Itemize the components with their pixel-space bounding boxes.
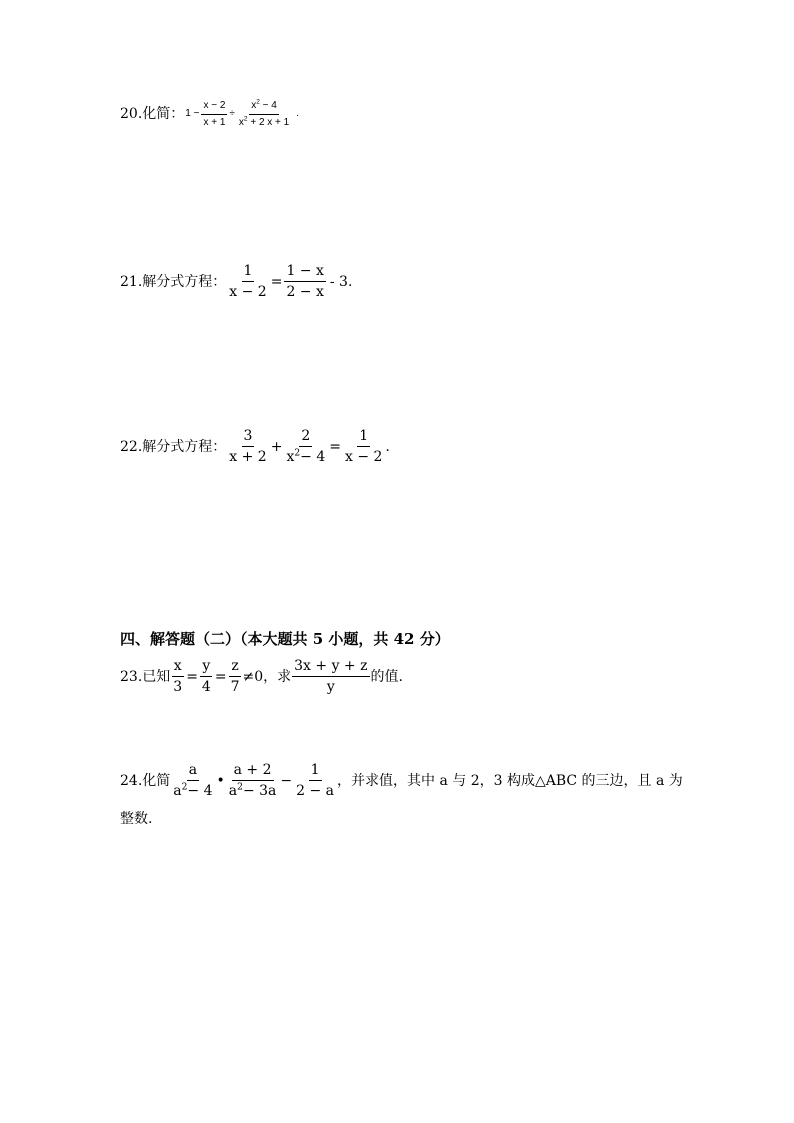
- q24-fraction-3: [294, 762, 336, 799]
- q22-f3-numerator: 1: [357, 428, 370, 447]
- q22-fraction-1: [227, 428, 268, 465]
- q24-f3-numerator: 1: [309, 762, 322, 781]
- q20-end: .: [296, 108, 300, 119]
- q23-f2-denominator: 4: [201, 679, 211, 696]
- q24-dot: •: [216, 772, 225, 789]
- q21-f2-numerator: 1 − x: [284, 263, 325, 282]
- q21-fraction-2: [284, 263, 325, 300]
- question-22: [120, 428, 390, 465]
- q21-equals: =: [270, 273, 283, 290]
- q21-tail: - 3.: [329, 273, 353, 290]
- q20-fraction-1: [201, 100, 227, 128]
- q20-one-minus: 1 −: [185, 108, 200, 119]
- q22-equals: =: [329, 438, 341, 455]
- q21-fraction-1: [227, 263, 268, 300]
- q23-not-equal: ≠0，求: [242, 668, 292, 685]
- q24-f2-denominator: [227, 781, 279, 799]
- q20-f2-num-exp: 2: [256, 98, 260, 106]
- q23-equals-1: =: [186, 668, 198, 685]
- q20-f2-den-base: x: [238, 116, 244, 128]
- q23-fraction-2: [200, 658, 213, 695]
- q22-f2-denominator: [284, 447, 327, 465]
- q23-f3-denominator: 7: [230, 679, 240, 696]
- q24-f2-den-base: a: [228, 783, 238, 800]
- q23-f4-numerator: 3x + y + z: [292, 658, 369, 677]
- question-23: [120, 658, 403, 695]
- q24-f3-denominator: 2 − a: [296, 783, 334, 800]
- q22-f2-den-rest: − 4: [300, 449, 326, 466]
- q21-f1-denominator: x − 2: [229, 284, 267, 301]
- q23-equals-2: =: [214, 668, 227, 685]
- q23-fraction-1: [171, 658, 184, 695]
- q22-f1-numerator: 3: [242, 428, 255, 447]
- q24-f1-den-base: a: [173, 783, 182, 800]
- q20-f2-num-base: x: [251, 100, 257, 111]
- q20-divide-sign: ÷: [229, 108, 235, 119]
- q20-f2-den-rest: + 2 x + 1: [247, 116, 290, 128]
- q23-tail: 的值.: [370, 668, 403, 685]
- q24-minus: −: [280, 772, 293, 789]
- question-20: [120, 100, 299, 128]
- q21-f1-numerator: 1: [242, 263, 255, 282]
- q20-fraction-2: [237, 100, 291, 128]
- q23-fraction-3: [229, 658, 242, 695]
- question-21-label: 21.解分式方程：: [120, 273, 227, 290]
- q22-f2-den-base: x: [286, 449, 295, 466]
- q20-f2-num-rest: − 4: [259, 100, 277, 111]
- q20-f2-den-exp: 2: [243, 115, 248, 123]
- q24-fraction-1: [171, 762, 214, 799]
- q22-plus: +: [270, 438, 283, 455]
- q24-f1-den-rest: − 4: [187, 783, 213, 800]
- q23-fraction-4: [292, 658, 369, 695]
- question-24: [120, 762, 683, 799]
- q24-f2-den-exp: 2: [237, 782, 243, 793]
- question-21: [120, 263, 352, 300]
- q22-end: .: [385, 438, 390, 455]
- section-heading: 四、解答题（二）（本大题共 5 小题，共 42 分）: [120, 630, 450, 648]
- q20-f1-numerator: x − 2: [201, 100, 227, 115]
- q21-f2-denominator: 2 − x: [286, 284, 324, 301]
- q23-f1-denominator: 3: [173, 679, 183, 696]
- q24-f2-numerator: a + 2: [232, 762, 274, 781]
- q24-f2-den-rest: − 3a: [242, 783, 277, 800]
- q24-tail-continued: 整数.: [120, 811, 153, 827]
- question-20-label: 20.化简：: [120, 106, 185, 122]
- q22-fraction-2: [284, 428, 327, 465]
- question-24-label: 24.化简: [120, 772, 171, 789]
- q22-f1-denominator: x + 2: [229, 449, 267, 466]
- q24-f1-denominator: [171, 781, 214, 799]
- q24-f1-den-exp: 2: [181, 782, 188, 793]
- q23-f2-numerator: y: [200, 658, 212, 677]
- q20-f2-numerator: [249, 100, 279, 115]
- q23-f1-numerator: x: [172, 658, 184, 677]
- q24-f1-numerator: a: [187, 762, 199, 781]
- q24-fraction-2: [227, 762, 279, 799]
- q22-fraction-3: [343, 428, 384, 465]
- q22-f3-denominator: x − 2: [344, 449, 383, 466]
- q23-f3-numerator: z: [229, 658, 240, 677]
- q24-tail: ，并求值，其中 a 与 2，3 构成△ABC 的三边，且 a 为: [337, 772, 683, 789]
- q23-f4-denominator: y: [326, 679, 335, 696]
- q22-f2-den-exp: 2: [294, 448, 301, 459]
- q22-f2-numerator: 2: [299, 428, 312, 447]
- question-22-label: 22.解分式方程：: [120, 438, 227, 455]
- question-23-label: 23.已知: [120, 668, 171, 685]
- q20-f1-denominator: x + 1: [203, 116, 226, 128]
- q20-f2-denominator: [237, 115, 291, 129]
